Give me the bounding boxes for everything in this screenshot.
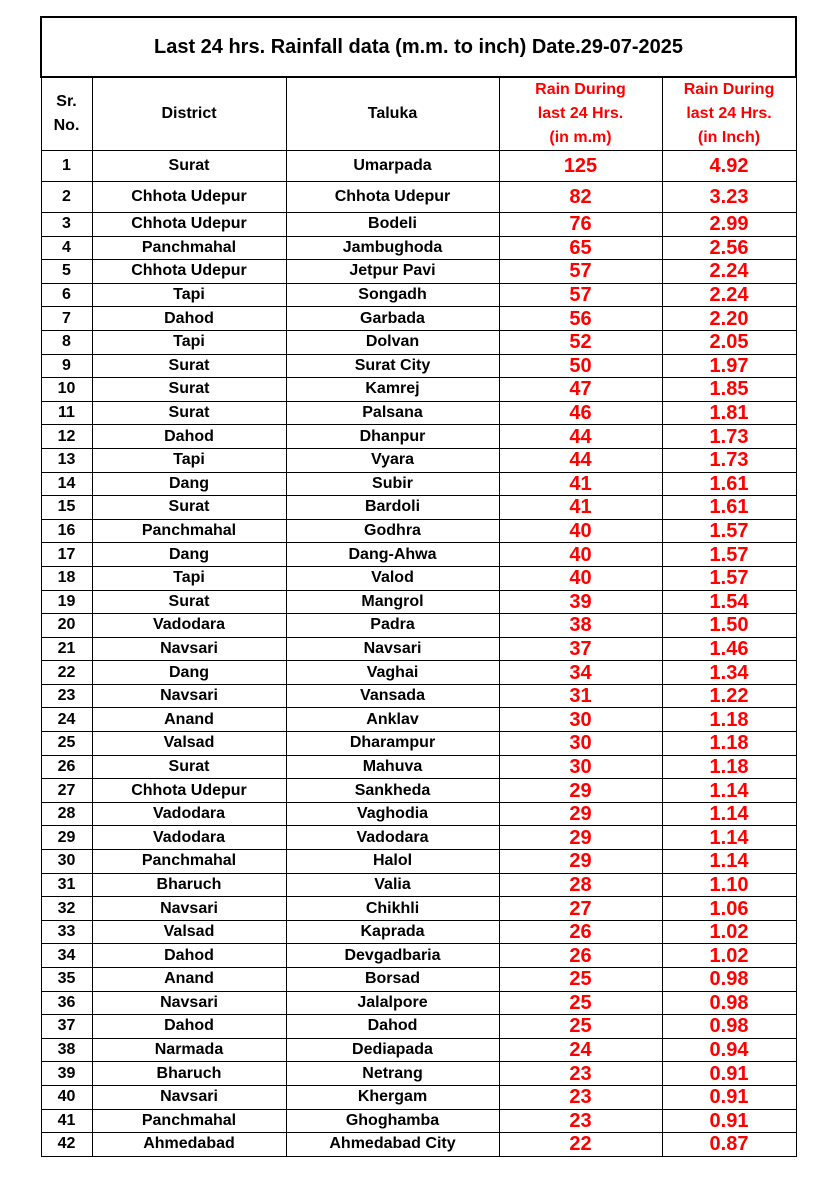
cell-district: Vadodara [92,826,286,850]
cell-rain-mm: 44 [499,425,662,449]
table-row [41,826,796,850]
cell-sr-no: 21 [41,637,92,661]
cell-rain-mm: 46 [499,401,662,425]
table-row [41,519,796,543]
table-row [41,968,796,992]
table-row [41,283,796,307]
cell-taluka: Mangrol [286,590,499,614]
cell-sr-no: 28 [41,802,92,826]
header-sr-line-1: Sr. [56,93,77,110]
table-row [41,151,796,182]
cell-sr-no: 20 [41,614,92,638]
header-rain-mm [499,77,662,151]
cell-taluka: Jalalpore [286,991,499,1015]
cell-taluka: Borsad [286,968,499,992]
cell-district: Bharuch [92,1062,286,1086]
cell-sr-no: 17 [41,543,92,567]
cell-district: Ahmedabad [92,1133,286,1157]
cell-taluka: Surat City [286,354,499,378]
cell-district: Navsari [92,1085,286,1109]
cell-rain-mm: 57 [499,283,662,307]
cell-district: Dahod [92,425,286,449]
cell-district: Tapi [92,448,286,472]
cell-rain-inch: 1.22 [662,684,796,708]
cell-taluka: Sankheda [286,779,499,803]
header-sr-no [41,77,92,151]
cell-rain-mm: 30 [499,755,662,779]
cell-taluka: Vadodara [286,826,499,850]
table-row [41,378,796,402]
cell-rain-inch: 0.91 [662,1062,796,1086]
cell-district: Navsari [92,991,286,1015]
cell-taluka: Valod [286,566,499,590]
cell-taluka: Dahod [286,1015,499,1039]
cell-taluka: Subir [286,472,499,496]
cell-rain-mm: 29 [499,779,662,803]
cell-rain-mm: 47 [499,378,662,402]
cell-rain-inch: 1.54 [662,590,796,614]
cell-taluka: Kaprada [286,920,499,944]
cell-district: Chhota Udepur [92,213,286,237]
cell-sr-no: 29 [41,826,92,850]
cell-district: Dahod [92,307,286,331]
cell-rain-inch: 1.97 [662,354,796,378]
header-taluka: Taluka [286,77,499,151]
cell-taluka: Chikhli [286,897,499,921]
cell-taluka: Bodeli [286,213,499,237]
header-mm-line-1: Rain During [535,81,626,98]
cell-rain-inch: 1.18 [662,708,796,732]
cell-taluka: Dang-Ahwa [286,543,499,567]
table-row [41,496,796,520]
cell-rain-inch: 1.46 [662,637,796,661]
cell-district: Chhota Udepur [92,260,286,284]
table-row [41,991,796,1015]
cell-rain-mm: 26 [499,944,662,968]
cell-sr-no: 37 [41,1015,92,1039]
cell-taluka: Mahuva [286,755,499,779]
cell-sr-no: 14 [41,472,92,496]
report-title: Last 24 hrs. Rainfall data (m.m. to inch) Date.29-07-2025 [41,17,796,77]
cell-taluka: Dharampur [286,732,499,756]
table-row [41,590,796,614]
cell-district: Navsari [92,637,286,661]
cell-district: Surat [92,151,286,182]
cell-taluka: Devgadbaria [286,944,499,968]
cell-taluka: Dediapada [286,1038,499,1062]
cell-rain-mm: 38 [499,614,662,638]
cell-rain-inch: 0.91 [662,1109,796,1133]
table-row [41,920,796,944]
cell-district: Dang [92,661,286,685]
cell-district: Bharuch [92,873,286,897]
table-row [41,1015,796,1039]
cell-sr-no: 19 [41,590,92,614]
cell-rain-mm: 23 [499,1109,662,1133]
cell-rain-inch: 1.73 [662,425,796,449]
cell-rain-mm: 24 [499,1038,662,1062]
cell-rain-inch: 1.57 [662,543,796,567]
cell-district: Surat [92,354,286,378]
cell-taluka: Vyara [286,448,499,472]
cell-sr-no: 16 [41,519,92,543]
cell-sr-no: 8 [41,330,92,354]
cell-sr-no: 40 [41,1085,92,1109]
table-row [41,802,796,826]
cell-district: Navsari [92,684,286,708]
cell-sr-no: 2 [41,182,92,213]
cell-district: Tapi [92,283,286,307]
cell-rain-inch: 2.99 [662,213,796,237]
cell-sr-no: 23 [41,684,92,708]
cell-rain-inch: 0.91 [662,1085,796,1109]
cell-rain-mm: 41 [499,496,662,520]
cell-taluka: Vaghodia [286,802,499,826]
cell-rain-mm: 44 [499,448,662,472]
cell-district: Dang [92,543,286,567]
cell-sr-no: 1 [41,151,92,182]
cell-sr-no: 42 [41,1133,92,1157]
table-row [41,708,796,732]
cell-rain-mm: 25 [499,1015,662,1039]
cell-rain-inch: 0.98 [662,968,796,992]
header-sr-line-2: No. [53,117,80,134]
cell-taluka: Bardoli [286,496,499,520]
cell-district: Surat [92,378,286,402]
cell-rain-mm: 52 [499,330,662,354]
cell-district: Valsad [92,920,286,944]
cell-taluka: Padra [286,614,499,638]
cell-taluka: Dolvan [286,330,499,354]
cell-rain-mm: 31 [499,684,662,708]
cell-district: Chhota Udepur [92,182,286,213]
cell-taluka: Khergam [286,1085,499,1109]
cell-rain-mm: 30 [499,732,662,756]
cell-rain-inch: 2.20 [662,307,796,331]
table-row [41,236,796,260]
table-row [41,944,796,968]
table-row [41,755,796,779]
cell-rain-mm: 50 [499,354,662,378]
cell-rain-mm: 29 [499,850,662,874]
table-row [41,732,796,756]
cell-sr-no: 6 [41,283,92,307]
cell-district: Anand [92,708,286,732]
cell-rain-inch: 2.24 [662,260,796,284]
table-row [41,1085,796,1109]
cell-taluka: Songadh [286,283,499,307]
cell-rain-inch: 2.05 [662,330,796,354]
cell-rain-inch: 1.81 [662,401,796,425]
cell-district: Chhota Udepur [92,779,286,803]
header-mm-line-3: (in m.m) [549,129,612,146]
cell-taluka: Dhanpur [286,425,499,449]
cell-rain-inch: 1.14 [662,802,796,826]
cell-taluka: Ghoghamba [286,1109,499,1133]
cell-rain-mm: 82 [499,182,662,213]
cell-rain-mm: 34 [499,661,662,685]
cell-sr-no: 38 [41,1038,92,1062]
cell-taluka: Valia [286,873,499,897]
cell-rain-inch: 1.18 [662,732,796,756]
cell-taluka: Garbada [286,307,499,331]
cell-sr-no: 9 [41,354,92,378]
cell-taluka: Jetpur Pavi [286,260,499,284]
cell-rain-mm: 25 [499,968,662,992]
header-district: District [92,77,286,151]
cell-taluka: Vansada [286,684,499,708]
cell-rain-inch: 1.85 [662,378,796,402]
cell-sr-no: 30 [41,850,92,874]
table-row [41,684,796,708]
cell-district: Panchmahal [92,850,286,874]
cell-district: Panchmahal [92,236,286,260]
cell-district: Anand [92,968,286,992]
cell-sr-no: 33 [41,920,92,944]
table-row [41,1133,796,1157]
cell-rain-inch: 1.61 [662,472,796,496]
cell-rain-inch: 1.06 [662,897,796,921]
cell-rain-inch: 0.98 [662,991,796,1015]
table-header-row [41,77,796,151]
table-row [41,472,796,496]
cell-sr-no: 22 [41,661,92,685]
cell-rain-mm: 57 [499,260,662,284]
cell-rain-inch: 3.23 [662,182,796,213]
table-row [41,543,796,567]
cell-sr-no: 32 [41,897,92,921]
cell-district: Panchmahal [92,519,286,543]
cell-district: Narmada [92,1038,286,1062]
cell-rain-mm: 125 [499,151,662,182]
cell-taluka: Godhra [286,519,499,543]
cell-rain-inch: 1.61 [662,496,796,520]
table-row [41,566,796,590]
table-row [41,354,796,378]
cell-district: Surat [92,401,286,425]
table-row [41,182,796,213]
cell-sr-no: 24 [41,708,92,732]
table-row [41,850,796,874]
header-mm-line-2: last 24 Hrs. [537,105,624,122]
table-row [41,614,796,638]
cell-rain-inch: 1.02 [662,944,796,968]
cell-rain-inch: 2.56 [662,236,796,260]
cell-sr-no: 41 [41,1109,92,1133]
table-row [41,661,796,685]
cell-rain-inch: 0.94 [662,1038,796,1062]
cell-rain-inch: 0.98 [662,1015,796,1039]
cell-rain-inch: 1.18 [662,755,796,779]
header-inch-line-1: Rain During [683,81,775,98]
cell-sr-no: 35 [41,968,92,992]
cell-rain-mm: 26 [499,920,662,944]
header-inch-line-2: last 24 Hrs. [686,105,772,122]
cell-rain-mm: 25 [499,991,662,1015]
cell-rain-inch: 1.57 [662,519,796,543]
cell-district: Valsad [92,732,286,756]
cell-rain-inch: 1.02 [662,920,796,944]
cell-district: Surat [92,590,286,614]
cell-rain-mm: 40 [499,519,662,543]
cell-sr-no: 11 [41,401,92,425]
cell-rain-inch: 1.10 [662,873,796,897]
cell-district: Dahod [92,1015,286,1039]
cell-rain-mm: 76 [499,213,662,237]
cell-taluka: Halol [286,850,499,874]
table-row [41,260,796,284]
header-rain-inch [662,77,796,151]
cell-rain-mm: 29 [499,826,662,850]
cell-sr-no: 18 [41,566,92,590]
cell-district: Dahod [92,944,286,968]
cell-rain-mm: 29 [499,802,662,826]
cell-rain-mm: 37 [499,637,662,661]
cell-rain-mm: 28 [499,873,662,897]
cell-rain-mm: 40 [499,543,662,567]
table-row [41,448,796,472]
cell-taluka: Kamrej [286,378,499,402]
cell-rain-mm: 56 [499,307,662,331]
table-row [41,213,796,237]
cell-rain-mm: 41 [499,472,662,496]
cell-rain-inch: 1.57 [662,566,796,590]
cell-rain-inch: 1.73 [662,448,796,472]
cell-rain-mm: 30 [499,708,662,732]
cell-sr-no: 4 [41,236,92,260]
table-row [41,401,796,425]
cell-district: Navsari [92,897,286,921]
cell-taluka: Jambughoda [286,236,499,260]
cell-sr-no: 31 [41,873,92,897]
cell-district: Tapi [92,330,286,354]
cell-district: Surat [92,496,286,520]
cell-sr-no: 13 [41,448,92,472]
cell-sr-no: 39 [41,1062,92,1086]
table-row [41,873,796,897]
cell-rain-mm: 65 [499,236,662,260]
cell-rain-mm: 22 [499,1133,662,1157]
cell-taluka: Netrang [286,1062,499,1086]
cell-rain-mm: 39 [499,590,662,614]
cell-rain-mm: 40 [499,566,662,590]
cell-district: Vadodara [92,802,286,826]
cell-rain-inch: 1.14 [662,779,796,803]
cell-sr-no: 5 [41,260,92,284]
rainfall-report-sheet [40,16,795,1157]
cell-rain-inch: 1.34 [662,661,796,685]
table-row [41,1062,796,1086]
cell-rain-inch: 1.14 [662,826,796,850]
cell-rain-inch: 1.14 [662,850,796,874]
cell-taluka: Vaghai [286,661,499,685]
cell-sr-no: 34 [41,944,92,968]
cell-rain-mm: 23 [499,1085,662,1109]
table-body [41,151,796,1157]
cell-district: Dang [92,472,286,496]
cell-rain-mm: 27 [499,897,662,921]
cell-taluka: Umarpada [286,151,499,182]
cell-sr-no: 15 [41,496,92,520]
cell-taluka: Anklav [286,708,499,732]
cell-taluka: Ahmedabad City [286,1133,499,1157]
header-inch-line-3: (in Inch) [697,129,761,146]
cell-taluka: Palsana [286,401,499,425]
table-row [41,425,796,449]
cell-sr-no: 7 [41,307,92,331]
cell-rain-inch: 2.24 [662,283,796,307]
cell-rain-inch: 1.50 [662,614,796,638]
cell-sr-no: 27 [41,779,92,803]
table-row [41,897,796,921]
cell-district: Tapi [92,566,286,590]
table-row [41,307,796,331]
cell-rain-mm: 23 [499,1062,662,1086]
table-row [41,637,796,661]
table-row [41,1038,796,1062]
table-row [41,1109,796,1133]
cell-sr-no: 26 [41,755,92,779]
cell-sr-no: 36 [41,991,92,1015]
cell-district: Vadodara [92,614,286,638]
cell-sr-no: 25 [41,732,92,756]
cell-rain-inch: 4.92 [662,151,796,182]
cell-sr-no: 3 [41,213,92,237]
cell-sr-no: 10 [41,378,92,402]
cell-taluka: Chhota Udepur [286,182,499,213]
cell-rain-inch: 0.87 [662,1133,796,1157]
rainfall-table [40,16,797,1157]
cell-district: Panchmahal [92,1109,286,1133]
cell-taluka: Navsari [286,637,499,661]
table-row [41,779,796,803]
table-row [41,330,796,354]
cell-district: Surat [92,755,286,779]
cell-sr-no: 12 [41,425,92,449]
